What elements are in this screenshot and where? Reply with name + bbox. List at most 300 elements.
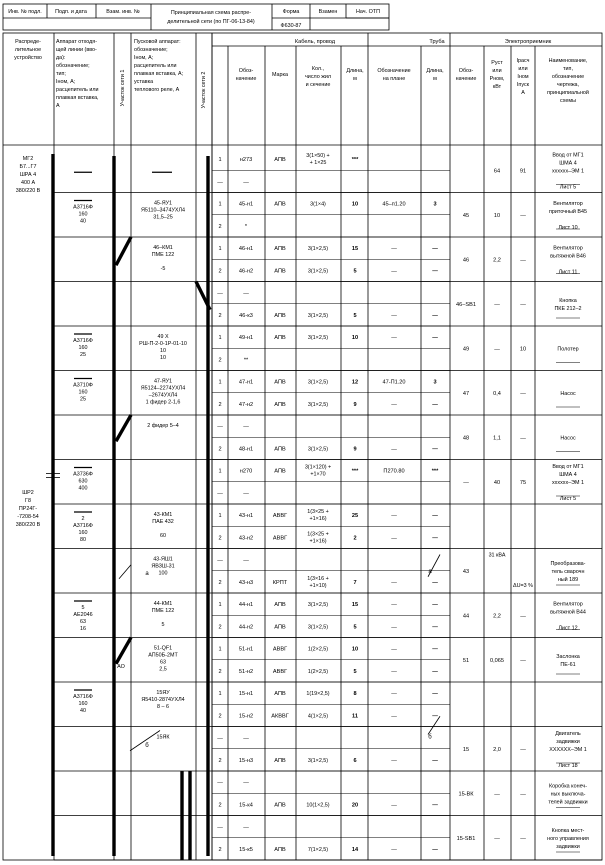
cell-text: Обоз- (458, 68, 474, 74)
row-pipe: — (391, 713, 397, 720)
table-row (218, 509, 438, 522)
receiver-p: 2,0 (493, 746, 501, 753)
stamp-vzam-inv: Взам. инв. № (106, 9, 140, 15)
table-row (217, 558, 249, 564)
table-row (218, 531, 438, 544)
table-row (218, 624, 438, 630)
starter-text: 45-ЯУ1 (153, 200, 173, 207)
cell-text: Длина, (426, 68, 444, 74)
receiver-i: — (520, 657, 526, 664)
table-row (218, 357, 249, 363)
header-section2: Участок сети 2 (201, 71, 207, 109)
row-len: 6 (353, 757, 357, 764)
row-len: 5 (353, 268, 357, 275)
receiver-recv: 43 (462, 568, 470, 575)
stamp-title-line1: Принципиальная схема распре- (170, 10, 252, 16)
row-plen: 3 (433, 379, 437, 386)
cell-text: плавкая вставка, А; (134, 71, 184, 77)
table-row (217, 179, 249, 185)
cell-text: Pном, (489, 76, 505, 82)
row-code: 48-н1 (238, 446, 254, 453)
row-code: 43-н3 (238, 579, 254, 586)
starter-text: 43-КМ1 (153, 512, 173, 518)
row-n: — (217, 179, 223, 186)
row-plen: — (432, 624, 438, 631)
row-plen: — (432, 335, 438, 342)
receiver-name: вытяжной В44 (550, 609, 586, 616)
mark-b: б (145, 742, 149, 749)
starter-text: Я5110–3474УХЛ4 (140, 207, 186, 214)
apparatus-text: 160 (78, 701, 88, 707)
row-plen: — (432, 646, 438, 653)
starter-text: 60 (160, 533, 166, 539)
apparatus-text: 25 (80, 396, 86, 403)
row-len: 9 (353, 446, 357, 453)
receiver-p: 2,2 (493, 613, 501, 620)
table-row (217, 825, 249, 831)
receiver-p: — (494, 346, 500, 353)
apparatus-text: 25 (80, 352, 86, 358)
starter-text: 15ЯК (156, 734, 170, 741)
starter-text: 8 – 6 (157, 704, 169, 710)
row-sec: 1(3×25 + (307, 509, 329, 516)
row-len: 5 (353, 668, 357, 675)
row-n: 2 (218, 846, 222, 853)
row-plen: — (432, 757, 438, 764)
row-sec: 1(2×2,5) (307, 646, 329, 653)
cell-text: Iрасч (516, 58, 530, 64)
table-row (218, 802, 438, 808)
receiver-name: задвижки (556, 843, 580, 850)
row-sec: 10(1×2,5) (306, 802, 330, 809)
table-row (217, 424, 249, 430)
receiver-i: — (520, 613, 526, 620)
row-sec: 3(1×4) (310, 201, 326, 208)
row-n: 1 (218, 602, 222, 609)
row-mark: АПВ (274, 335, 286, 342)
row-code: 47-н1 (238, 379, 254, 386)
table-row (218, 153, 359, 166)
row-code: — (243, 290, 249, 297)
ao-label: АО (117, 663, 125, 670)
row-pipe: — (391, 579, 397, 586)
table-row (218, 647, 438, 653)
receiver-recv: 44 (462, 613, 470, 620)
row-code: 47-н2 (238, 401, 254, 408)
cell-text: уставка (134, 79, 154, 85)
apparatus-text: 160 (78, 530, 88, 536)
starter-text: 63 (160, 659, 166, 666)
table-row (218, 268, 438, 274)
row-n: 2 (218, 624, 222, 631)
row-n: 2 (218, 535, 222, 542)
row-plen: — (432, 602, 438, 609)
table-row (218, 202, 436, 208)
row-sec: +1×16) (309, 516, 327, 523)
receiver-recv: 46 (462, 257, 470, 264)
row-code: 15-к4 (239, 802, 253, 809)
row-mark: АВВГ (272, 668, 288, 675)
apparatus-text: А3736Ф (73, 471, 93, 478)
cell-text: Iном, А; (56, 79, 76, 85)
apparatus-text: А3716Ф (73, 523, 93, 529)
cell-text: Обоз- (238, 68, 254, 74)
row-n: — (217, 490, 223, 497)
receiver-p: — (494, 301, 500, 308)
row-code: 43-н1 (238, 513, 254, 520)
row-mark: АПВ (274, 846, 286, 853)
cell-text: кВт (492, 84, 502, 90)
row-pipe: 47-П1.20 (382, 379, 406, 386)
row-pipe: — (391, 446, 397, 453)
table-row (218, 224, 247, 230)
row-n: 1 (218, 335, 222, 342)
row-code: 46-н2 (238, 268, 254, 275)
apparatus-text: АЕ2046 (73, 612, 93, 618)
row-sec: +1×70 (310, 471, 326, 478)
row-pipe: — (391, 757, 397, 764)
row-mark: АПВ (274, 468, 286, 475)
cell-text: теплового реле, А (134, 87, 180, 93)
table-row (218, 313, 438, 319)
cell-text: Обозначение (377, 68, 411, 74)
receiver-name: xxxxxx–ЭМ 1 (551, 168, 585, 175)
row-code: 15-н3 (238, 757, 254, 764)
row-sec: 1(3×16 + (307, 575, 329, 582)
apparatus-text: 160 (78, 211, 88, 218)
row-pipe: — (391, 624, 397, 631)
starter-text: Я5124–2274УХЛ4 (140, 385, 186, 392)
receiver-recv: 48 (462, 435, 470, 442)
row-len: 20 (351, 802, 359, 809)
table-row (218, 335, 438, 341)
mark-a: а (145, 570, 149, 577)
row-len: *** (351, 157, 359, 164)
row-sec: 1(3×25 + (307, 531, 329, 538)
receiver-p: 40 (493, 479, 501, 486)
row-n: — (217, 557, 223, 564)
cell-text: или (492, 68, 502, 74)
receiver-name: Лист 5 (559, 495, 577, 502)
receiver-name: ШМА 4 (559, 160, 577, 167)
receiver-name: Вентилятор (553, 245, 583, 252)
row-n: 1 (218, 691, 222, 698)
receiver-recv: 51 (462, 657, 470, 664)
stamp-nach-otp: Нач. ОТП (356, 9, 380, 15)
cell-text: м (353, 76, 357, 82)
row-pipe: 45–п1.20 (382, 201, 406, 208)
panel-label: 400 А (20, 180, 36, 186)
row-n: 2 (218, 757, 222, 764)
receiver-name: Лист 12 (558, 625, 578, 632)
table-row (218, 847, 438, 853)
row-sec: 3(1×2,5) (307, 624, 329, 631)
row-n: 1 (218, 513, 222, 520)
receiver-name: Преобразова- (550, 560, 586, 567)
cell-text: начение (455, 76, 477, 82)
starter-text: –2674УХЛ4 (148, 392, 178, 399)
cell-text: Iном, А; (134, 55, 154, 61)
receiver-recv: 15 (462, 746, 470, 753)
row-n: — (217, 824, 223, 831)
apparatus-text: А3716Ф (73, 694, 93, 700)
starter-text: -5 (160, 266, 166, 272)
row-len: 15 (351, 602, 359, 609)
row-code: 44-н1 (238, 602, 254, 609)
row-pipe: — (391, 312, 397, 319)
receiver-name: вытяжной В46 (550, 253, 586, 260)
table-row (218, 380, 436, 386)
row-n: — (217, 735, 223, 742)
starter-text: 44-КМ1 (153, 601, 173, 607)
row-len: 2 (353, 535, 357, 542)
row-plen: — (432, 668, 438, 675)
row-len: 15 (351, 246, 359, 253)
row-sec: 3(1×2,5) (307, 602, 329, 609)
cell-text: обозначение (551, 74, 585, 80)
row-mark: АПВ (274, 312, 286, 319)
receiver-recv: — (463, 479, 469, 486)
row-sec: 3(1×2,5) (307, 312, 329, 319)
cell-text: Длина, (346, 68, 364, 74)
starter-text: 15ЯУ (156, 690, 170, 696)
cell-text: да): (56, 55, 66, 61)
row-pipe: — (391, 602, 397, 609)
row-len: 9 (353, 401, 357, 408)
table-row (217, 780, 249, 786)
apparatus-text: 160 (78, 345, 88, 351)
starter-text: ПАЕ 432 (152, 519, 174, 525)
row-n: 1 (218, 157, 222, 164)
receiver-i: — (520, 746, 526, 753)
row-sec: 1(19×2,5) (306, 691, 330, 698)
table-row (218, 602, 438, 608)
receiver-recv: 15-SB1 (456, 835, 476, 842)
starter-text: 49 Х (157, 334, 169, 340)
row-mark: АПВ (274, 401, 286, 408)
row-sec: 3(1×2,5) (307, 401, 329, 408)
receiver-recv: 47 (462, 390, 470, 397)
row-n: — (217, 290, 223, 297)
row-plen: — (432, 802, 438, 809)
row-len: 10 (351, 646, 359, 653)
row-n: 1 (218, 201, 222, 208)
table-row (218, 465, 439, 478)
mark-b-right: б (428, 734, 432, 741)
starter-text: 43-ЯШ1 (153, 556, 173, 563)
table-row (218, 576, 438, 589)
receiver-i: — (520, 301, 526, 308)
receiver-name: Ввод от МГ1 (552, 463, 584, 470)
header-receiver-group: Электроприемник (504, 39, 552, 45)
receiver-p: 0,4 (493, 390, 501, 397)
row-code: 51-н1 (238, 646, 254, 653)
row-n: 2 (218, 401, 222, 408)
receiver-name: Заслонка (556, 653, 580, 660)
row-code: 15-н2 (238, 713, 254, 720)
row-pipe: — (391, 246, 397, 253)
row-plen: — (432, 579, 438, 586)
row-plen: *** (431, 468, 439, 475)
row-pipe: — (391, 268, 397, 275)
starter-text: 47-ЯУ1 (153, 378, 173, 385)
receiver-p: 2,2 (493, 257, 501, 264)
arrow-a-right (428, 555, 440, 577)
row-len: 8 (353, 691, 357, 698)
receiver-i: — (520, 835, 526, 842)
row-mark: АПВ (274, 802, 286, 809)
stamp-title-line2: делительной сети (по ПГ-06-13-84) (167, 19, 255, 25)
receiver-name: Лист 5 (559, 184, 577, 191)
cell-text: А (521, 90, 525, 96)
apparatus-text: 2 (81, 516, 85, 522)
row-code: 15-к5 (239, 846, 253, 853)
row-plen: — (432, 535, 438, 542)
panel-label: -7208-54 (17, 513, 39, 520)
row-code: н273 (239, 157, 253, 164)
receiver-name: ных выключа- (550, 791, 586, 798)
row-code: 46-к3 (239, 312, 253, 319)
receiver-name: Коробка конеч- (548, 783, 588, 790)
cell-text: Пусковой аппарат: (134, 39, 181, 45)
cell-text: А (56, 103, 60, 109)
row-n: 2 (218, 223, 222, 230)
cell-text: Аппарат отходя- (56, 39, 97, 45)
table-row (218, 402, 438, 408)
cell-text: принципиальной (547, 90, 589, 96)
receiver-name: приточный В45 (549, 208, 587, 215)
row-code: — (243, 490, 249, 497)
starter-text: ПМЕ 122 (151, 252, 175, 258)
row-n: 2 (218, 713, 222, 720)
cell-text: Кол., (311, 66, 325, 72)
header-section1: Участок сети 1 (120, 69, 126, 107)
panel-label: 380/220 В (15, 521, 41, 528)
receiver-p: — (494, 835, 500, 842)
receiver-name: ПКЕ 212–2 (554, 305, 582, 312)
receiver-name: Ввод от МГ1 (552, 152, 584, 159)
row-plen: — (432, 846, 438, 853)
row-mark: АКВВГ (271, 713, 289, 720)
receiver-name: Кнопка (559, 297, 577, 304)
row-mark: АПВ (274, 446, 286, 453)
table-frame (3, 33, 602, 860)
panel-label: ПР24Г- (18, 505, 38, 512)
receiver-recv: 46–SB1 (456, 301, 476, 308)
starter-text: Я5410-2874УХЛ4 (141, 697, 185, 703)
cell-text: начение (235, 76, 257, 82)
stamp-vzamen: Взамен (318, 9, 338, 15)
row-mark: АПВ (274, 157, 286, 164)
row-mark: АВВГ (272, 513, 288, 520)
row-code: 45-н1 (238, 201, 254, 208)
receiver-p: 64 (493, 168, 501, 175)
row-pipe: — (391, 401, 397, 408)
row-len: 11 (352, 713, 358, 720)
cell-text: Iпуск (516, 82, 530, 88)
apparatus-text: 40 (80, 218, 86, 225)
row-code: — (243, 780, 249, 787)
row-mark: АПВ (274, 201, 286, 208)
cell-text: и сечение (305, 82, 331, 88)
row-sec: 3(1×2,5) (307, 379, 329, 386)
row-code: — (243, 424, 249, 431)
row-sec: 3(1×2,5) (307, 335, 329, 342)
apparatus-text: 630 (78, 478, 88, 485)
starter-text: 100 (158, 570, 168, 577)
cell-text: щей линии (вво- (56, 47, 97, 53)
apparatus-text: 16 (80, 626, 86, 632)
row-pipe: — (391, 691, 397, 698)
row-len: 12 (351, 379, 359, 386)
row-mark: АПВ (274, 379, 286, 386)
receiver-name: Лист 18 (558, 762, 578, 769)
row-sec: 3(1×2,5) (307, 246, 329, 253)
row-sec: 4(1×2,5) (307, 713, 329, 720)
starter-text: 2,5 (159, 666, 167, 673)
receiver-name: задвижки (556, 738, 580, 745)
cell-text: Pуст (491, 60, 503, 66)
receiver-i: — (520, 435, 526, 442)
row-mark: АВВГ (272, 535, 288, 542)
receiver-p: 0,065 (490, 657, 504, 664)
starter-text: РШ-П-2-0-1Р-01-10 (139, 341, 187, 347)
row-len: 7 (353, 579, 357, 586)
starter-text: 31,5–25 (153, 214, 173, 221)
receiver-name: ПЕ-61 (560, 661, 576, 668)
receiver-name: Кнопка мест- (551, 827, 585, 834)
row-plen: — (432, 691, 438, 698)
panel-label: МГ2 (22, 156, 34, 162)
receiver-i: — (520, 257, 526, 264)
table-row (218, 691, 438, 697)
cell-text: лительное (14, 47, 42, 53)
starter-text: 10 (160, 355, 166, 361)
row-n: 2 (218, 802, 222, 809)
cell-text: на плане (382, 76, 406, 82)
table-row (217, 491, 249, 497)
row-code: — (243, 179, 249, 186)
receiver-name: ШМА 4 (559, 471, 577, 478)
table-row (217, 291, 249, 297)
receiver-name: Вентилятор (553, 601, 583, 608)
receiver-i: 10 (519, 346, 527, 353)
receiver-p: 1,1 (493, 435, 501, 442)
stamp-forma: Форма (282, 9, 300, 15)
receiver-i: — (520, 791, 526, 798)
row-mark: АПВ (274, 268, 286, 275)
stamp-podp-data: Подп. и дата (55, 9, 87, 15)
cell-text: Распреде- (15, 39, 41, 45)
panel-label: Г8 (25, 497, 31, 504)
row-mark: КРПТ (272, 579, 288, 586)
starter-text: 51-QF1 (153, 645, 173, 652)
row-plen: — (432, 513, 438, 520)
row-plen: — (432, 401, 438, 408)
apparatus-text: 63 (80, 619, 86, 625)
receiver-recv: 49 (462, 346, 470, 353)
table-row (218, 446, 438, 452)
table-row (218, 246, 438, 252)
apparatus-text: 400 (78, 485, 88, 492)
receiver-power-kva: 31 кВА (488, 552, 506, 559)
stamp-frame (3, 4, 389, 30)
row-n: 2 (218, 312, 222, 319)
row-len: 5 (353, 624, 357, 631)
row-sec: 3(1×2,5) (307, 757, 329, 764)
cell-text: расцепитель или (134, 63, 177, 69)
cell-text: тип; (56, 71, 66, 77)
